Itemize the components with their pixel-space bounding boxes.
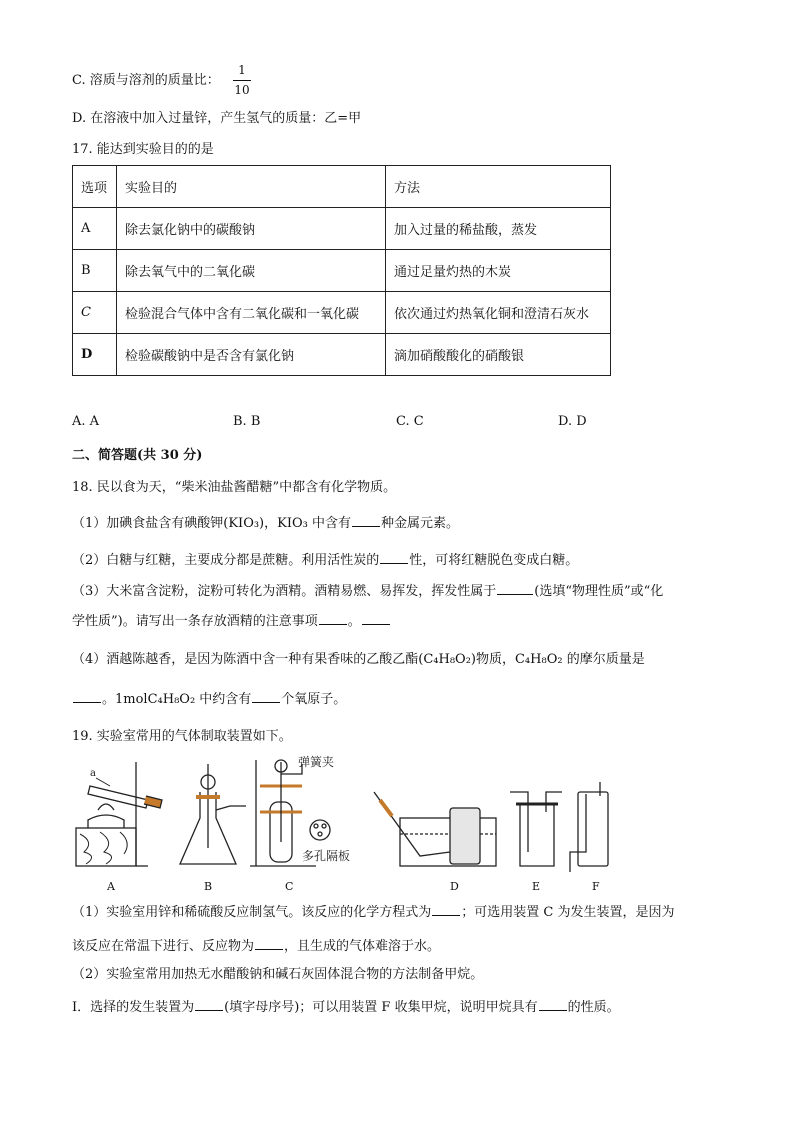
answer-blank[interactable] — [319, 612, 347, 625]
table-header: 选项 实验目的 方法 — [73, 166, 611, 208]
q18-part3-cont: 学性质”)。请写出一条存放酒精的注意事项 。 — [72, 612, 391, 631]
q18-part3: （3）大米富含淀粉，淀粉可转化为酒精。酒精易燃、易挥发，挥发性属于 (选填“物理性质”或“化 — [72, 584, 664, 599]
answer-blank[interactable] — [195, 998, 223, 1011]
choice-b: B. B — [233, 414, 261, 429]
table-row: C 检验混合气体中含有二氧化碳和一氧化碳 依次通过灼热氧化铜和澄清石灰水 — [73, 292, 611, 334]
answer-blank[interactable] — [352, 514, 380, 527]
apparatus-d — [374, 792, 496, 866]
label-spring-clip: 弹簧夹 — [298, 755, 335, 769]
answer-blank[interactable] — [252, 690, 280, 703]
choice-c: C. C — [396, 414, 424, 429]
table-row: B 除去氧气中的二氧化碳 通过足量灼热的木炭 — [73, 250, 611, 292]
apparatus-b — [180, 764, 246, 864]
answer-blank[interactable] — [432, 903, 460, 916]
table-row: D 检验碳酸钠中是否含有氯化钠 滴加硝酸酸化的硝酸银 — [73, 334, 611, 376]
apparatus-c — [250, 754, 350, 866]
q18-stem: 18. 民以食为天，“柴米油盐酱醋糖”中都含有化学物质。 — [72, 480, 397, 495]
q19-part1: （1）实验室用锌和稀硫酸反应制氢气。该反应的化学方程式为 ；可选用装置 C 为发生装置，是因为 — [72, 905, 675, 920]
choice-a: A. A — [72, 414, 100, 429]
choice-d: D. D — [558, 414, 587, 429]
q17-table — [72, 165, 611, 376]
q18-part4: （4）酒越陈越香，是因为陈酒中含一种有果香味的乙酸乙酯(C₄H₈O₂)物质，C₄H₈O₂ 的摩尔质量是 — [72, 652, 645, 667]
q19-stem: 19. 实验室常用的气体制取装置如下。 — [72, 729, 292, 744]
q17-title: 17. 能达到实验目的的是 — [72, 142, 214, 157]
table-row: A 除去氯化钠中的碳酸钠 加入过量的稀盐酸，蒸发 — [73, 208, 611, 250]
option-d: D. 在溶液中加入过量锌，产生氢气的质量：乙=甲 — [72, 111, 362, 126]
q18-part2: （2）白糖与红糖，主要成分都是蔗糖。利用活性炭的 性，可将红糖脱色变成白糖。 — [72, 553, 579, 568]
answer-blank[interactable] — [497, 582, 533, 595]
q18-part1: （1）加碘食盐含有碘酸钾(KIO₃)，KIO₃ 中含有 种金属元素。 — [72, 516, 459, 531]
fraction: 1 10 — [234, 63, 250, 97]
label-porous-plate: 多孔隔板 — [302, 849, 351, 863]
apparatus-figure — [70, 752, 610, 877]
q19-part2: （2）实验室常用加热无水醋酸钠和碱石灰固体混合物的方法制备甲烷。 — [72, 967, 484, 982]
option-c: C. 溶质与溶剂的质量比： — [72, 73, 220, 88]
answer-blank[interactable] — [539, 998, 567, 1011]
apparatus-a — [76, 762, 162, 866]
answer-blank[interactable] — [362, 612, 390, 625]
apparatus-f — [570, 782, 608, 872]
apparatus-e — [510, 792, 562, 866]
answer-blank[interactable] — [255, 937, 283, 950]
answer-blank[interactable] — [380, 551, 408, 564]
answer-blank[interactable] — [73, 690, 101, 703]
q19-part1-cont: 该反应在常温下进行、反应物为 ，且生成的气体难溶于水。 — [72, 939, 441, 954]
label-a-port: a — [90, 768, 96, 779]
q19-part3: Ⅰ．选择的发生装置为 (填字母序号)；可以用装置 F 收集甲烷，说明甲烷具有 的性质。 — [72, 1000, 620, 1015]
section-title: 二、简答题(共 30 分) — [72, 448, 203, 463]
q18-part4-cont: 。1molC₄H₈O₂ 中约含有 个氧原子。 — [72, 690, 346, 709]
